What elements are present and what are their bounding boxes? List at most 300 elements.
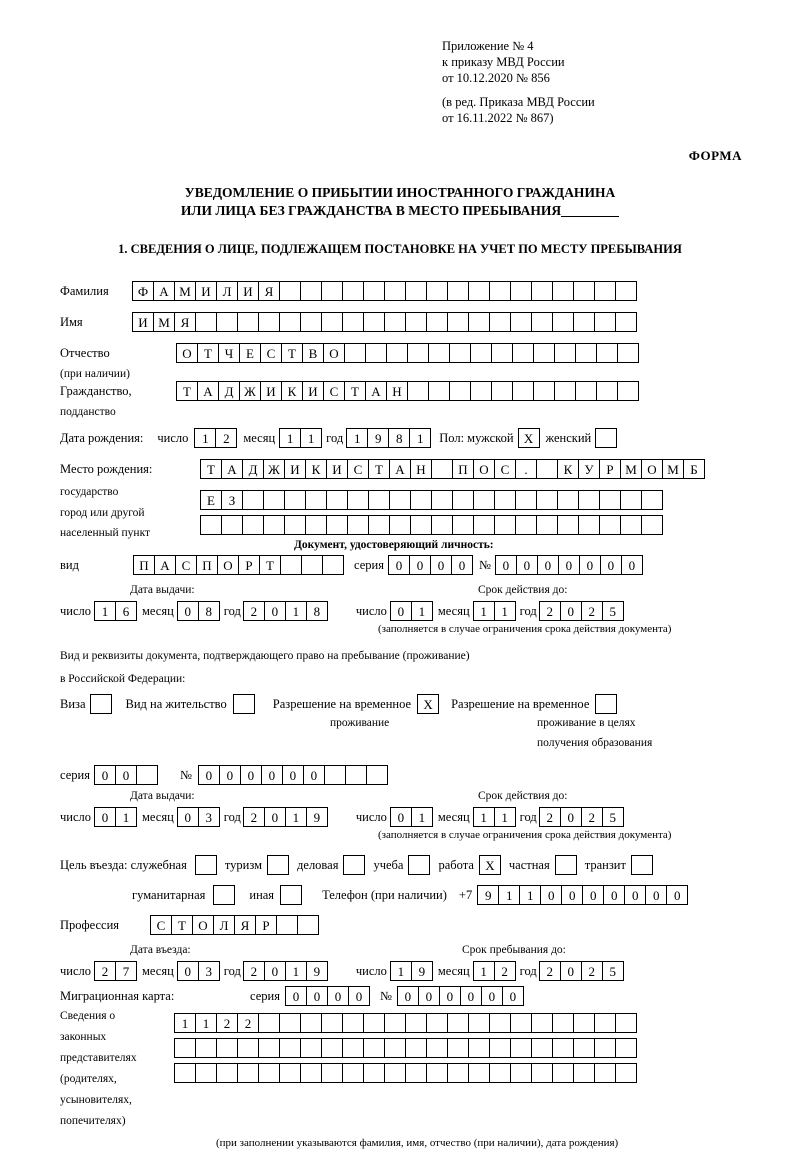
form-cell[interactable] [389, 515, 411, 535]
form-cell[interactable] [552, 312, 574, 332]
form-cell[interactable] [363, 1038, 385, 1058]
form-cell[interactable]: А [154, 555, 176, 575]
form-cell[interactable]: А [365, 381, 387, 401]
form-cell[interactable] [405, 1038, 427, 1058]
form-cell[interactable] [531, 1013, 553, 1033]
form-cell[interactable]: 1 [115, 807, 137, 827]
form-cell[interactable] [321, 1063, 343, 1083]
form-cell[interactable] [554, 381, 576, 401]
citizenship-cells[interactable] [176, 381, 639, 401]
form-cell[interactable]: 2 [539, 807, 561, 827]
surname-cells[interactable] [132, 281, 637, 301]
form-cell[interactable] [195, 1063, 217, 1083]
form-cell[interactable] [407, 381, 429, 401]
form-cell[interactable] [407, 343, 429, 363]
form-cell[interactable] [573, 1013, 595, 1033]
form-cell[interactable]: П [452, 459, 474, 479]
form-cell[interactable] [617, 381, 639, 401]
form-cell[interactable]: 0 [348, 986, 370, 1006]
form-cell[interactable]: 0 [430, 555, 452, 575]
form-cell[interactable] [305, 515, 327, 535]
form-cell[interactable] [594, 1013, 616, 1033]
form-cell[interactable] [405, 312, 427, 332]
form-cell[interactable] [470, 343, 492, 363]
form-cell[interactable]: О [641, 459, 663, 479]
form-cell[interactable] [449, 343, 471, 363]
form-cell[interactable]: 0 [240, 765, 262, 785]
form-cell[interactable]: 0 [94, 807, 116, 827]
form-cell[interactable]: 9 [477, 885, 499, 905]
form-cell[interactable] [452, 515, 474, 535]
form-cell[interactable] [426, 312, 448, 332]
form-cell[interactable]: 0 [502, 986, 524, 1006]
form-cell[interactable]: Т [344, 381, 366, 401]
form-cell[interactable]: Р [255, 915, 277, 935]
form-cell[interactable]: 1 [300, 428, 322, 448]
form-cell[interactable]: С [260, 343, 282, 363]
birth-month-cells[interactable] [279, 428, 322, 448]
form-cell[interactable]: Д [218, 381, 240, 401]
form-cell[interactable]: Т [281, 343, 303, 363]
form-cell[interactable]: С [347, 459, 369, 479]
form-cell[interactable]: 0 [327, 986, 349, 1006]
doc-number-cells[interactable] [495, 555, 643, 575]
form-cell[interactable] [468, 312, 490, 332]
form-cell[interactable] [615, 281, 637, 301]
form-cell[interactable] [447, 281, 469, 301]
form-cell[interactable]: 2 [539, 961, 561, 981]
form-cell[interactable]: 1 [174, 1013, 196, 1033]
form-cell[interactable] [300, 281, 322, 301]
form-cell[interactable]: Т [259, 555, 281, 575]
form-cell[interactable]: 1 [285, 601, 307, 621]
form-cell[interactable]: П [133, 555, 155, 575]
form-cell[interactable] [279, 1063, 301, 1083]
form-cell[interactable] [594, 1038, 616, 1058]
form-cell[interactable] [531, 1038, 553, 1058]
form-cell[interactable]: 3 [198, 961, 220, 981]
form-cell[interactable] [596, 343, 618, 363]
purpose-business-checkbox[interactable] [343, 855, 365, 875]
form-cell[interactable] [512, 381, 534, 401]
purpose-private-checkbox[interactable] [555, 855, 577, 875]
form-cell[interactable]: Т [200, 459, 222, 479]
form-cell[interactable] [279, 1013, 301, 1033]
form-cell[interactable] [536, 459, 558, 479]
form-cell[interactable] [512, 343, 534, 363]
form-cell[interactable] [615, 1013, 637, 1033]
form-cell[interactable]: 2 [581, 807, 603, 827]
form-cell[interactable] [533, 343, 555, 363]
form-cell[interactable] [489, 1038, 511, 1058]
form-cell[interactable] [426, 281, 448, 301]
permit-valid-month-cells[interactable] [473, 807, 516, 827]
form-cell[interactable] [615, 1063, 637, 1083]
form-cell[interactable] [384, 281, 406, 301]
form-cell[interactable]: 0 [603, 885, 625, 905]
form-cell[interactable] [342, 312, 364, 332]
form-cell[interactable] [237, 312, 259, 332]
patronymic-cells[interactable] [176, 343, 639, 363]
birthplace-row3-cells[interactable] [200, 515, 663, 535]
form-cell[interactable] [615, 312, 637, 332]
form-cell[interactable] [258, 1038, 280, 1058]
form-cell[interactable]: 5 [602, 961, 624, 981]
form-cell[interactable]: 0 [303, 765, 325, 785]
form-cell[interactable] [515, 515, 537, 535]
form-cell[interactable]: 2 [237, 1013, 259, 1033]
form-cell[interactable]: 0 [285, 986, 307, 1006]
form-cell[interactable] [237, 1063, 259, 1083]
form-cell[interactable] [533, 381, 555, 401]
form-cell[interactable]: О [176, 343, 198, 363]
profession-cells[interactable] [150, 915, 319, 935]
form-cell[interactable] [489, 1063, 511, 1083]
form-cell[interactable]: 0 [560, 961, 582, 981]
form-cell[interactable] [347, 490, 369, 510]
form-cell[interactable]: Л [216, 281, 238, 301]
form-cell[interactable]: И [237, 281, 259, 301]
form-cell[interactable] [321, 281, 343, 301]
form-cell[interactable]: А [221, 459, 243, 479]
form-cell[interactable]: 0 [481, 986, 503, 1006]
form-cell[interactable]: М [620, 459, 642, 479]
valid-year-cells[interactable] [539, 601, 624, 621]
form-cell[interactable]: К [557, 459, 579, 479]
permit-number-cells[interactable] [198, 765, 388, 785]
form-cell[interactable]: 9 [367, 428, 389, 448]
form-cell[interactable]: 2 [243, 601, 265, 621]
purpose-tourism-checkbox[interactable] [267, 855, 289, 875]
form-cell[interactable] [305, 490, 327, 510]
form-cell[interactable] [386, 343, 408, 363]
form-cell[interactable] [300, 1013, 322, 1033]
form-cell[interactable]: 0 [219, 765, 241, 785]
form-cell[interactable]: 0 [560, 807, 582, 827]
form-cell[interactable]: 0 [397, 986, 419, 1006]
form-cell[interactable]: Т [368, 459, 390, 479]
form-cell[interactable] [384, 312, 406, 332]
form-cell[interactable] [324, 765, 346, 785]
form-cell[interactable] [384, 1038, 406, 1058]
form-cell[interactable]: 1 [346, 428, 368, 448]
form-cell[interactable]: А [389, 459, 411, 479]
form-cell[interactable]: 0 [537, 555, 559, 575]
form-cell[interactable]: 2 [215, 428, 237, 448]
form-cell[interactable]: Н [410, 459, 432, 479]
form-cell[interactable]: З [221, 490, 243, 510]
form-cell[interactable] [279, 281, 301, 301]
valid-day-cells[interactable] [390, 601, 433, 621]
form-cell[interactable] [449, 381, 471, 401]
form-cell[interactable] [368, 515, 390, 535]
form-cell[interactable] [384, 1063, 406, 1083]
form-cell[interactable]: 0 [409, 555, 431, 575]
residence-checkbox[interactable] [233, 694, 255, 714]
form-cell[interactable]: 0 [666, 885, 688, 905]
form-cell[interactable]: 0 [306, 986, 328, 1006]
form-cell[interactable] [216, 312, 238, 332]
form-cell[interactable]: 0 [115, 765, 137, 785]
form-cell[interactable] [368, 490, 390, 510]
form-cell[interactable]: Я [258, 281, 280, 301]
form-cell[interactable] [200, 515, 222, 535]
form-cell[interactable]: 8 [388, 428, 410, 448]
form-cell[interactable] [431, 459, 453, 479]
birthplace-row1-cells[interactable] [200, 459, 705, 479]
form-cell[interactable] [300, 1038, 322, 1058]
stay-month-cells[interactable] [473, 961, 516, 981]
form-cell[interactable] [216, 1038, 238, 1058]
form-cell[interactable] [468, 1038, 490, 1058]
form-cell[interactable] [575, 381, 597, 401]
form-cell[interactable]: Т [176, 381, 198, 401]
form-cell[interactable]: 8 [306, 601, 328, 621]
form-cell[interactable] [258, 1063, 280, 1083]
form-cell[interactable] [641, 490, 663, 510]
form-cell[interactable]: 0 [600, 555, 622, 575]
form-cell[interactable] [447, 1063, 469, 1083]
form-cell[interactable]: 0 [560, 601, 582, 621]
form-cell[interactable] [573, 281, 595, 301]
form-cell[interactable] [431, 490, 453, 510]
form-cell[interactable]: Д [242, 459, 264, 479]
form-cell[interactable] [470, 381, 492, 401]
form-cell[interactable] [428, 381, 450, 401]
form-cell[interactable]: 0 [439, 986, 461, 1006]
entry-year-cells[interactable] [243, 961, 328, 981]
form-cell[interactable] [491, 343, 513, 363]
form-cell[interactable]: Я [234, 915, 256, 935]
entry-day-cells[interactable] [94, 961, 137, 981]
form-cell[interactable]: . [515, 459, 537, 479]
issue-month-cells[interactable] [177, 601, 220, 621]
form-cell[interactable] [216, 1063, 238, 1083]
form-cell[interactable] [326, 490, 348, 510]
form-cell[interactable]: С [323, 381, 345, 401]
form-cell[interactable] [536, 515, 558, 535]
form-cell[interactable]: 0 [579, 555, 601, 575]
birth-day-cells[interactable] [194, 428, 237, 448]
form-cell[interactable]: Б [683, 459, 705, 479]
migration-number-cells[interactable] [397, 986, 524, 1006]
migration-series-cells[interactable] [285, 986, 370, 1006]
form-cell[interactable]: 1 [390, 961, 412, 981]
form-cell[interactable]: 9 [306, 807, 328, 827]
valid-month-cells[interactable] [473, 601, 516, 621]
form-cell[interactable] [301, 555, 323, 575]
form-cell[interactable]: 8 [198, 601, 220, 621]
form-cell[interactable]: О [217, 555, 239, 575]
form-cell[interactable] [174, 1038, 196, 1058]
form-cell[interactable]: 0 [624, 885, 646, 905]
form-cell[interactable]: 1 [285, 807, 307, 827]
form-cell[interactable] [594, 281, 616, 301]
form-cell[interactable] [468, 1063, 490, 1083]
form-cell[interactable] [510, 1063, 532, 1083]
form-cell[interactable] [489, 312, 511, 332]
form-cell[interactable]: 0 [495, 555, 517, 575]
form-cell[interactable] [263, 490, 285, 510]
form-cell[interactable]: 1 [285, 961, 307, 981]
form-cell[interactable] [552, 1038, 574, 1058]
form-cell[interactable]: 0 [177, 961, 199, 981]
form-cell[interactable] [531, 281, 553, 301]
form-cell[interactable]: 0 [645, 885, 667, 905]
form-cell[interactable] [489, 1013, 511, 1033]
form-cell[interactable]: 0 [516, 555, 538, 575]
form-cell[interactable]: 2 [243, 961, 265, 981]
form-cell[interactable]: Р [599, 459, 621, 479]
form-cell[interactable]: М [662, 459, 684, 479]
form-cell[interactable]: Е [200, 490, 222, 510]
form-cell[interactable] [575, 343, 597, 363]
form-cell[interactable] [596, 381, 618, 401]
form-cell[interactable]: С [150, 915, 172, 935]
form-cell[interactable]: Ж [263, 459, 285, 479]
form-cell[interactable] [426, 1038, 448, 1058]
form-cell[interactable]: А [153, 281, 175, 301]
form-cell[interactable]: 0 [177, 807, 199, 827]
form-cell[interactable]: 5 [602, 807, 624, 827]
form-cell[interactable] [365, 343, 387, 363]
form-cell[interactable]: 1 [494, 601, 516, 621]
form-cell[interactable]: 0 [388, 555, 410, 575]
form-cell[interactable] [276, 915, 298, 935]
form-cell[interactable] [573, 312, 595, 332]
form-cell[interactable] [426, 1063, 448, 1083]
form-cell[interactable]: 5 [602, 601, 624, 621]
form-cell[interactable]: 0 [198, 765, 220, 785]
form-cell[interactable]: К [305, 459, 327, 479]
form-cell[interactable]: М [153, 312, 175, 332]
form-cell[interactable] [297, 915, 319, 935]
form-cell[interactable]: 1 [195, 1013, 217, 1033]
form-cell[interactable] [531, 312, 553, 332]
form-cell[interactable] [515, 490, 537, 510]
form-cell[interactable] [363, 312, 385, 332]
form-cell[interactable]: 1 [409, 428, 431, 448]
form-cell[interactable]: Т [171, 915, 193, 935]
form-cell[interactable] [342, 1038, 364, 1058]
name-cells[interactable] [132, 312, 637, 332]
form-cell[interactable]: 0 [264, 807, 286, 827]
form-cell[interactable]: 0 [282, 765, 304, 785]
form-cell[interactable] [473, 490, 495, 510]
form-cell[interactable]: 9 [306, 961, 328, 981]
form-cell[interactable]: М [174, 281, 196, 301]
form-cell[interactable] [321, 312, 343, 332]
form-cell[interactable]: 2 [539, 601, 561, 621]
form-cell[interactable] [578, 515, 600, 535]
form-cell[interactable]: 0 [460, 986, 482, 1006]
permit-valid-year-cells[interactable] [539, 807, 624, 827]
form-cell[interactable] [494, 490, 516, 510]
form-cell[interactable] [599, 490, 621, 510]
form-cell[interactable]: И [132, 312, 154, 332]
issue-year-cells[interactable] [243, 601, 328, 621]
form-cell[interactable]: У [578, 459, 600, 479]
form-cell[interactable] [489, 281, 511, 301]
stay-day-cells[interactable] [390, 961, 433, 981]
permit-issue-month-cells[interactable] [177, 807, 220, 827]
form-cell[interactable] [594, 1063, 616, 1083]
form-cell[interactable]: 3 [198, 807, 220, 827]
form-cell[interactable] [284, 490, 306, 510]
form-cell[interactable]: 2 [494, 961, 516, 981]
form-cell[interactable] [258, 312, 280, 332]
form-cell[interactable] [342, 281, 364, 301]
form-cell[interactable]: 0 [264, 601, 286, 621]
form-cell[interactable] [363, 1013, 385, 1033]
purpose-work-checkbox[interactable]: X [479, 855, 501, 875]
form-cell[interactable] [473, 515, 495, 535]
form-cell[interactable]: Ф [132, 281, 154, 301]
form-cell[interactable]: 0 [390, 601, 412, 621]
form-cell[interactable]: Р [238, 555, 260, 575]
form-cell[interactable] [410, 490, 432, 510]
form-cell[interactable]: 0 [418, 986, 440, 1006]
form-cell[interactable] [300, 1063, 322, 1083]
form-cell[interactable] [554, 343, 576, 363]
form-cell[interactable] [552, 281, 574, 301]
form-cell[interactable]: А [197, 381, 219, 401]
form-cell[interactable]: 1 [473, 807, 495, 827]
legal-row2-cells[interactable] [174, 1038, 637, 1058]
form-cell[interactable]: 2 [94, 961, 116, 981]
form-cell[interactable] [363, 1063, 385, 1083]
form-cell[interactable] [552, 1063, 574, 1083]
form-cell[interactable]: 1 [494, 807, 516, 827]
form-cell[interactable] [342, 1013, 364, 1033]
entry-month-cells[interactable] [177, 961, 220, 981]
form-cell[interactable] [452, 490, 474, 510]
form-cell[interactable]: 7 [115, 961, 137, 981]
form-cell[interactable]: 0 [558, 555, 580, 575]
form-cell[interactable] [242, 515, 264, 535]
form-cell[interactable] [344, 343, 366, 363]
purpose-official-checkbox[interactable] [195, 855, 217, 875]
form-cell[interactable]: И [284, 459, 306, 479]
form-cell[interactable]: 2 [243, 807, 265, 827]
form-cell[interactable] [491, 381, 513, 401]
form-cell[interactable] [536, 490, 558, 510]
permit-issue-year-cells[interactable] [243, 807, 328, 827]
form-cell[interactable] [599, 515, 621, 535]
form-cell[interactable]: 0 [621, 555, 643, 575]
form-cell[interactable] [326, 515, 348, 535]
form-cell[interactable]: О [192, 915, 214, 935]
form-cell[interactable]: П [196, 555, 218, 575]
form-cell[interactable]: 1 [498, 885, 520, 905]
form-cell[interactable]: 0 [561, 885, 583, 905]
form-cell[interactable]: И [302, 381, 324, 401]
form-cell[interactable] [242, 490, 264, 510]
form-cell[interactable] [410, 515, 432, 535]
form-cell[interactable] [447, 1038, 469, 1058]
form-cell[interactable]: И [195, 281, 217, 301]
phone-cells[interactable] [477, 885, 688, 905]
form-cell[interactable] [195, 1038, 217, 1058]
form-cell[interactable]: 1 [94, 601, 116, 621]
form-cell[interactable]: В [302, 343, 324, 363]
form-cell[interactable]: С [494, 459, 516, 479]
form-cell[interactable] [366, 765, 388, 785]
birth-year-cells[interactable] [346, 428, 431, 448]
form-cell[interactable]: Я [174, 312, 196, 332]
permit-series-cells[interactable] [94, 765, 158, 785]
form-cell[interactable] [620, 490, 642, 510]
